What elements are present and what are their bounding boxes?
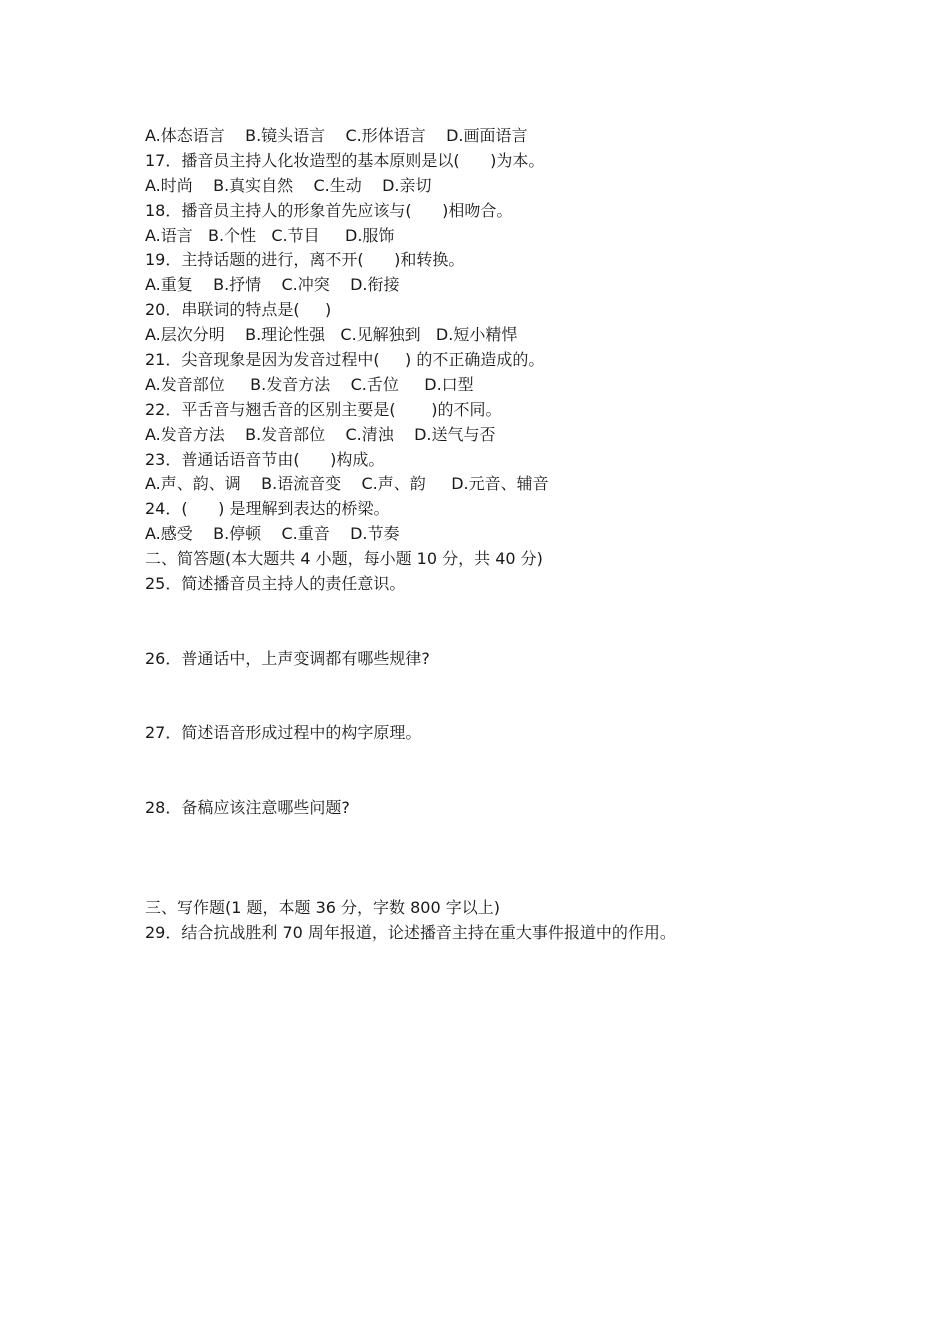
- question-27: 27．简述语音形成过程中的构字原理。: [145, 723, 422, 743]
- question-21-options: A.发音部位 B.发音方法 C.舌位 D.口型: [145, 374, 474, 394]
- question-19: 19．主持话题的进行，离不开( )和转换。: [145, 250, 465, 270]
- question-26: 26．普通话中，上声变调都有哪些规律?: [145, 648, 430, 668]
- answer-space: [145, 597, 845, 647]
- question-28: 28．备稿应该注意哪些问题?: [145, 798, 350, 818]
- question-24: 24．( ) 是理解到表达的桥梁。: [145, 499, 390, 519]
- question-22: 22．平舌音与翘舌音的区别主要是( )的不同。: [145, 399, 502, 419]
- question-24-options: A.感受 B.停顿 C.重音 D.节奏: [145, 524, 400, 544]
- question-17: 17．播音员主持人化妆造型的基本原则是以( )为本。: [145, 150, 545, 170]
- question-21: 21．尖音现象是因为发音过程中( ) 的不正确造成的。: [145, 350, 545, 370]
- question-17-options: A.时尚 B.真实自然 C.生动 D.亲切: [145, 175, 432, 195]
- exam-page: [145, 124, 845, 945]
- answer-space: [145, 821, 845, 896]
- question-19-options: A.重复 B.抒情 C.冲突 D.衔接: [145, 275, 400, 295]
- question-20: 20．串联词的特点是( ): [145, 300, 332, 320]
- section-3-heading: 三、写作题(1 题，本题 36 分，字数 800 字以上): [145, 897, 500, 917]
- question-29: 29．结合抗战胜利 70 周年报道，论述播音主持在重大事件报道中的作用。: [145, 922, 676, 942]
- question-18: 18．播音员主持人的形象首先应该与( )相吻合。: [145, 200, 513, 220]
- question-20-options: A.层次分明 B.理论性强 C.见解独到 D.短小精悍: [145, 325, 518, 345]
- question-16-options: A.体态语言 B.镜头语言 C.形体语言 D.画面语言: [145, 126, 528, 145]
- answer-space: [145, 746, 845, 796]
- answer-space: [145, 672, 845, 722]
- question-18-options: A.语言 B.个性 C.节目 D.服饰: [145, 225, 395, 245]
- question-23: 23．普通话语音节由( )构成。: [145, 449, 385, 469]
- question-23-options: A.声、韵、调 B.语流音变 C.声、韵 D.元音、辅音: [145, 474, 549, 494]
- question-22-options: A.发音方法 B.发音部位 C.清浊 D.送气与否: [145, 424, 496, 444]
- question-25: 25．简述播音员主持人的责任意识。: [145, 574, 406, 594]
- section-2-heading: 二、简答题(本大题共 4 小题，每小题 10 分，共 40 分): [145, 549, 543, 569]
